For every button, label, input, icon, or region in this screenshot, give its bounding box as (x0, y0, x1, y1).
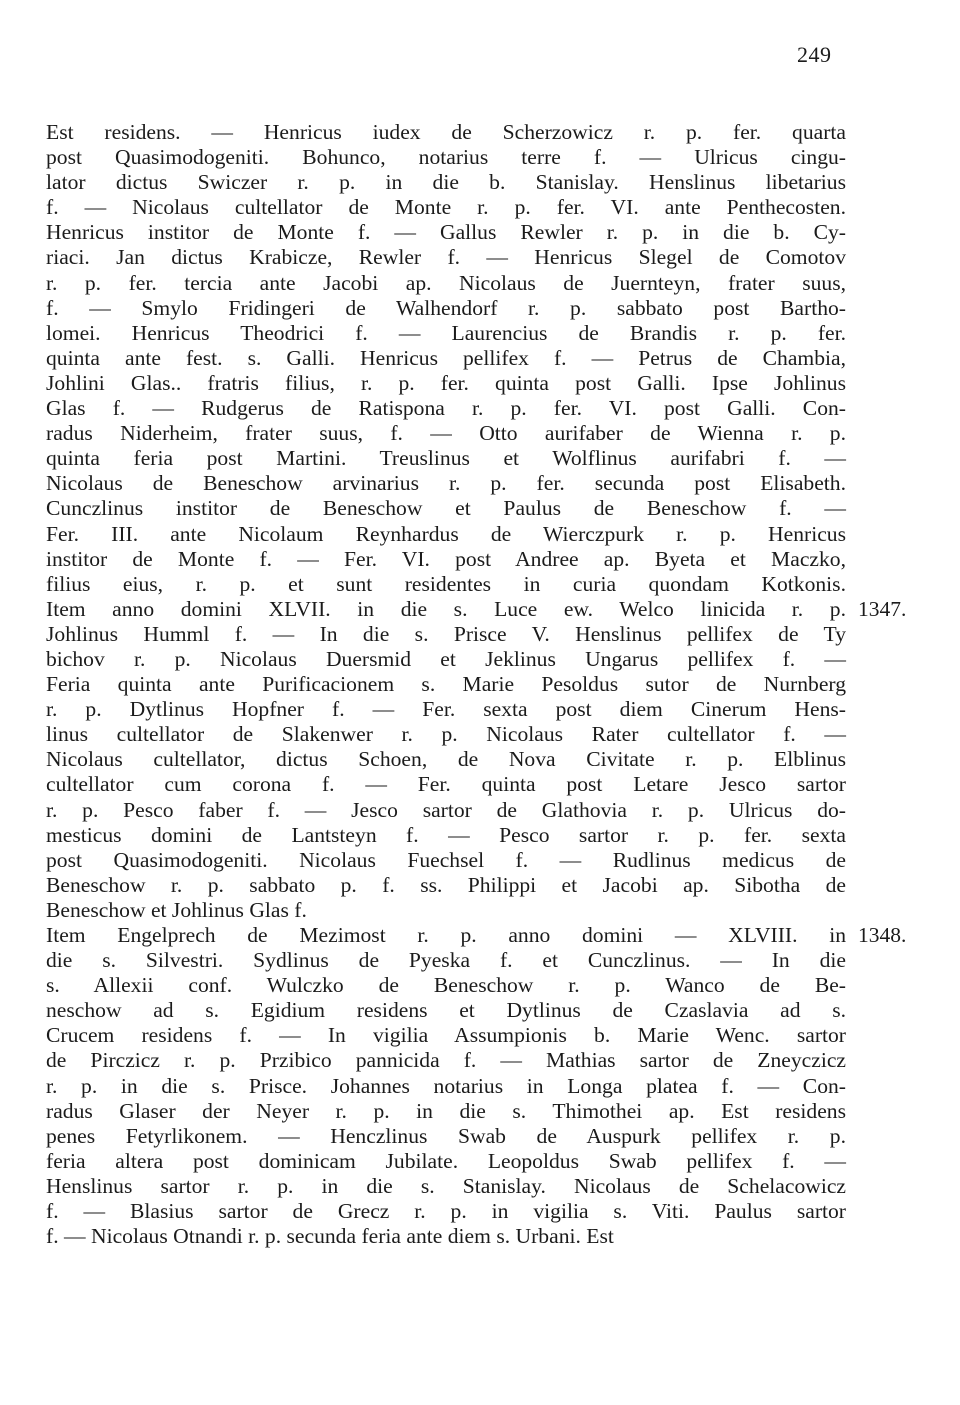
text-line: f. — Smylo Fridingeri de Walhendorf r. p. sabbato post Bartho- (46, 295, 846, 320)
text-line: lomei. Henricus Theodrici f. — Laurencius de Brandis r. p. fer. (46, 320, 846, 345)
text-line: quinta ante fest. s. Galli. Henricus pellifex f. — Petrus de Chambia, (46, 345, 846, 370)
text-line: feria altera post dominicam Jubilate. Leopoldus Swab pellifex f. — (46, 1148, 846, 1173)
text-line: Nicolaus de Beneschow arvinarius r. p. fer. secunda post Elisabeth. (46, 471, 846, 496)
page-number: 249 (797, 42, 832, 67)
text-line: Beneschow et Johlinus Glas f. (46, 897, 307, 922)
text-line: Item Engelprech de Mezimost r. p. anno domini — XLVIII. in (46, 923, 846, 947)
text-line: bichov r. p. Nicolaus Duersmid et Jeklinus Ungarus pellifex f. — (46, 646, 846, 671)
text-line: filius eius, r. p. et sunt residentes in curia quondam Kotkonis. (46, 571, 846, 596)
body-text (46, 120, 846, 1249)
text-line: Crucem residens f. — In vigilia Assumpionis b. Marie Wenc. sartor (46, 1023, 846, 1048)
text-line: Johlinus Humml f. — In die s. Prisce V. Henslinus pellifex de Ty (46, 621, 846, 646)
text-line: Henslinus sartor r. p. in die s. Stanislay. Nicolaus de Schelacowicz (46, 1173, 846, 1198)
text-line: die s. Silvestri. Sydlinus de Pyeska f. et Cunczlinus. — In die (46, 948, 846, 973)
text-line: f. — Blasius sartor de Grecz r. p. in vigilia s. Viti. Paulus sartor (46, 1199, 846, 1224)
text-line: lator dictus Swiczer r. p. in die b. Stanislay. Henslinus libetarius (46, 170, 846, 195)
text-line: Cunczlinus institor de Beneschow et Paulus de Beneschow f. — (46, 496, 846, 521)
text-line: r. p. fer. tercia ante Jacobi ap. Nicolaus de Juernteyn, frater suus, (46, 270, 846, 295)
text-line: post Quasimodogeniti. Bohunco, notarius terre f. — Ulricus cingu- (46, 145, 846, 170)
text-line: mesticus domini de Lantsteyn f. — Pesco sartor r. p. fer. sexta (46, 822, 846, 847)
text-line: Johlini Glas.. fratris filius, r. p. fer. quinta post Galli. Ipse Johlinus (46, 370, 846, 395)
text-line: riaci. Jan dictus Krabicze, Rewler f. — Henricus Slegel de Comotov (46, 245, 846, 270)
text-line: s. Allexii conf. Wulczko de Beneschow r. p. Wanco de Be- (46, 973, 846, 998)
text-line: Feria quinta ante Purificacionem s. Marie Pesoldus sutor de Nurnberg (46, 672, 846, 697)
text-line: r. p. Pesco faber f. — Jesco sartor de Glathovia r. p. Ulricus do- (46, 797, 846, 822)
text-line: quinta feria post Martini. Treuslinus et Wolflinus aurifabri f. — (46, 446, 846, 471)
text-line: Beneschow r. p. sabbato p. f. ss. Philippi et Jacobi ap. Sibotha de (46, 872, 846, 897)
text-line: cultellator cum corona f. — Fer. quinta post Letare Jesco sartor (46, 772, 846, 797)
text-line: Nicolaus cultellator, dictus Schoen, de Nova Civitate r. p. Elblinus (46, 747, 846, 772)
text-line: de Pirczicz r. p. Przibico pannicida f. — Mathias sartor de Zneyczicz (46, 1048, 846, 1073)
text-line: radus Niderheim, frater suus, f. — Otto aurifaber de Wienna r. p. (46, 421, 846, 446)
margin-year: 1348. (858, 923, 907, 948)
text-line: Fer. III. ante Nicolaum Reynhardus de Wierczpurk r. p. Henricus (46, 521, 846, 546)
text-line: institor de Monte f. — Fer. VI. post Andree ap. Byeta et Maczko, (46, 546, 846, 571)
text-line: Glas f. — Rudgerus de Ratispona r. p. fer. VI. post Galli. Con- (46, 396, 846, 421)
text-line: post Quasimodogeniti. Nicolaus Fuechsel f. — Rudlinus medicus de (46, 847, 846, 872)
text-line: Est residens. — Henricus iudex de Scherzowicz r. p. fer. quarta (46, 120, 846, 144)
text-line: f. — Nicolaus Otnandi r. p. secunda feria ante diem s. Urbani. Est (46, 1224, 614, 1249)
text-line: Henricus institor de Monte f. — Gallus Rewler r. p. in die b. Cy- (46, 220, 846, 245)
text-line: f. — Nicolaus cultellator de Monte r. p. fer. VI. ante Penthecosten. (46, 195, 846, 220)
text-line: linus cultellator de Slakenwer r. p. Nicolaus Rater cultellator f. — (46, 722, 846, 747)
margin-year: 1347. (858, 596, 907, 621)
text-line: radus Glaser der Neyer r. p. in die s. Thimothei ap. Est residens (46, 1098, 846, 1123)
text-line: Item anno domini XLVII. in die s. Luce ew. Welco linicida r. p. (46, 596, 846, 621)
text-line: penes Fetyrlikonem. — Henczlinus Swab de Auspurk pellifex r. p. (46, 1123, 846, 1148)
text-line: r. p. Dytlinus Hopfner f. — Fer. sexta post diem Cinerum Hens- (46, 697, 846, 722)
text-line: neschow ad s. Egidium residens et Dytlinus de Czaslavia ad s. (46, 998, 846, 1023)
text-line: r. p. in die s. Prisce. Johannes notarius in Longa platea f. — Con- (46, 1073, 846, 1098)
